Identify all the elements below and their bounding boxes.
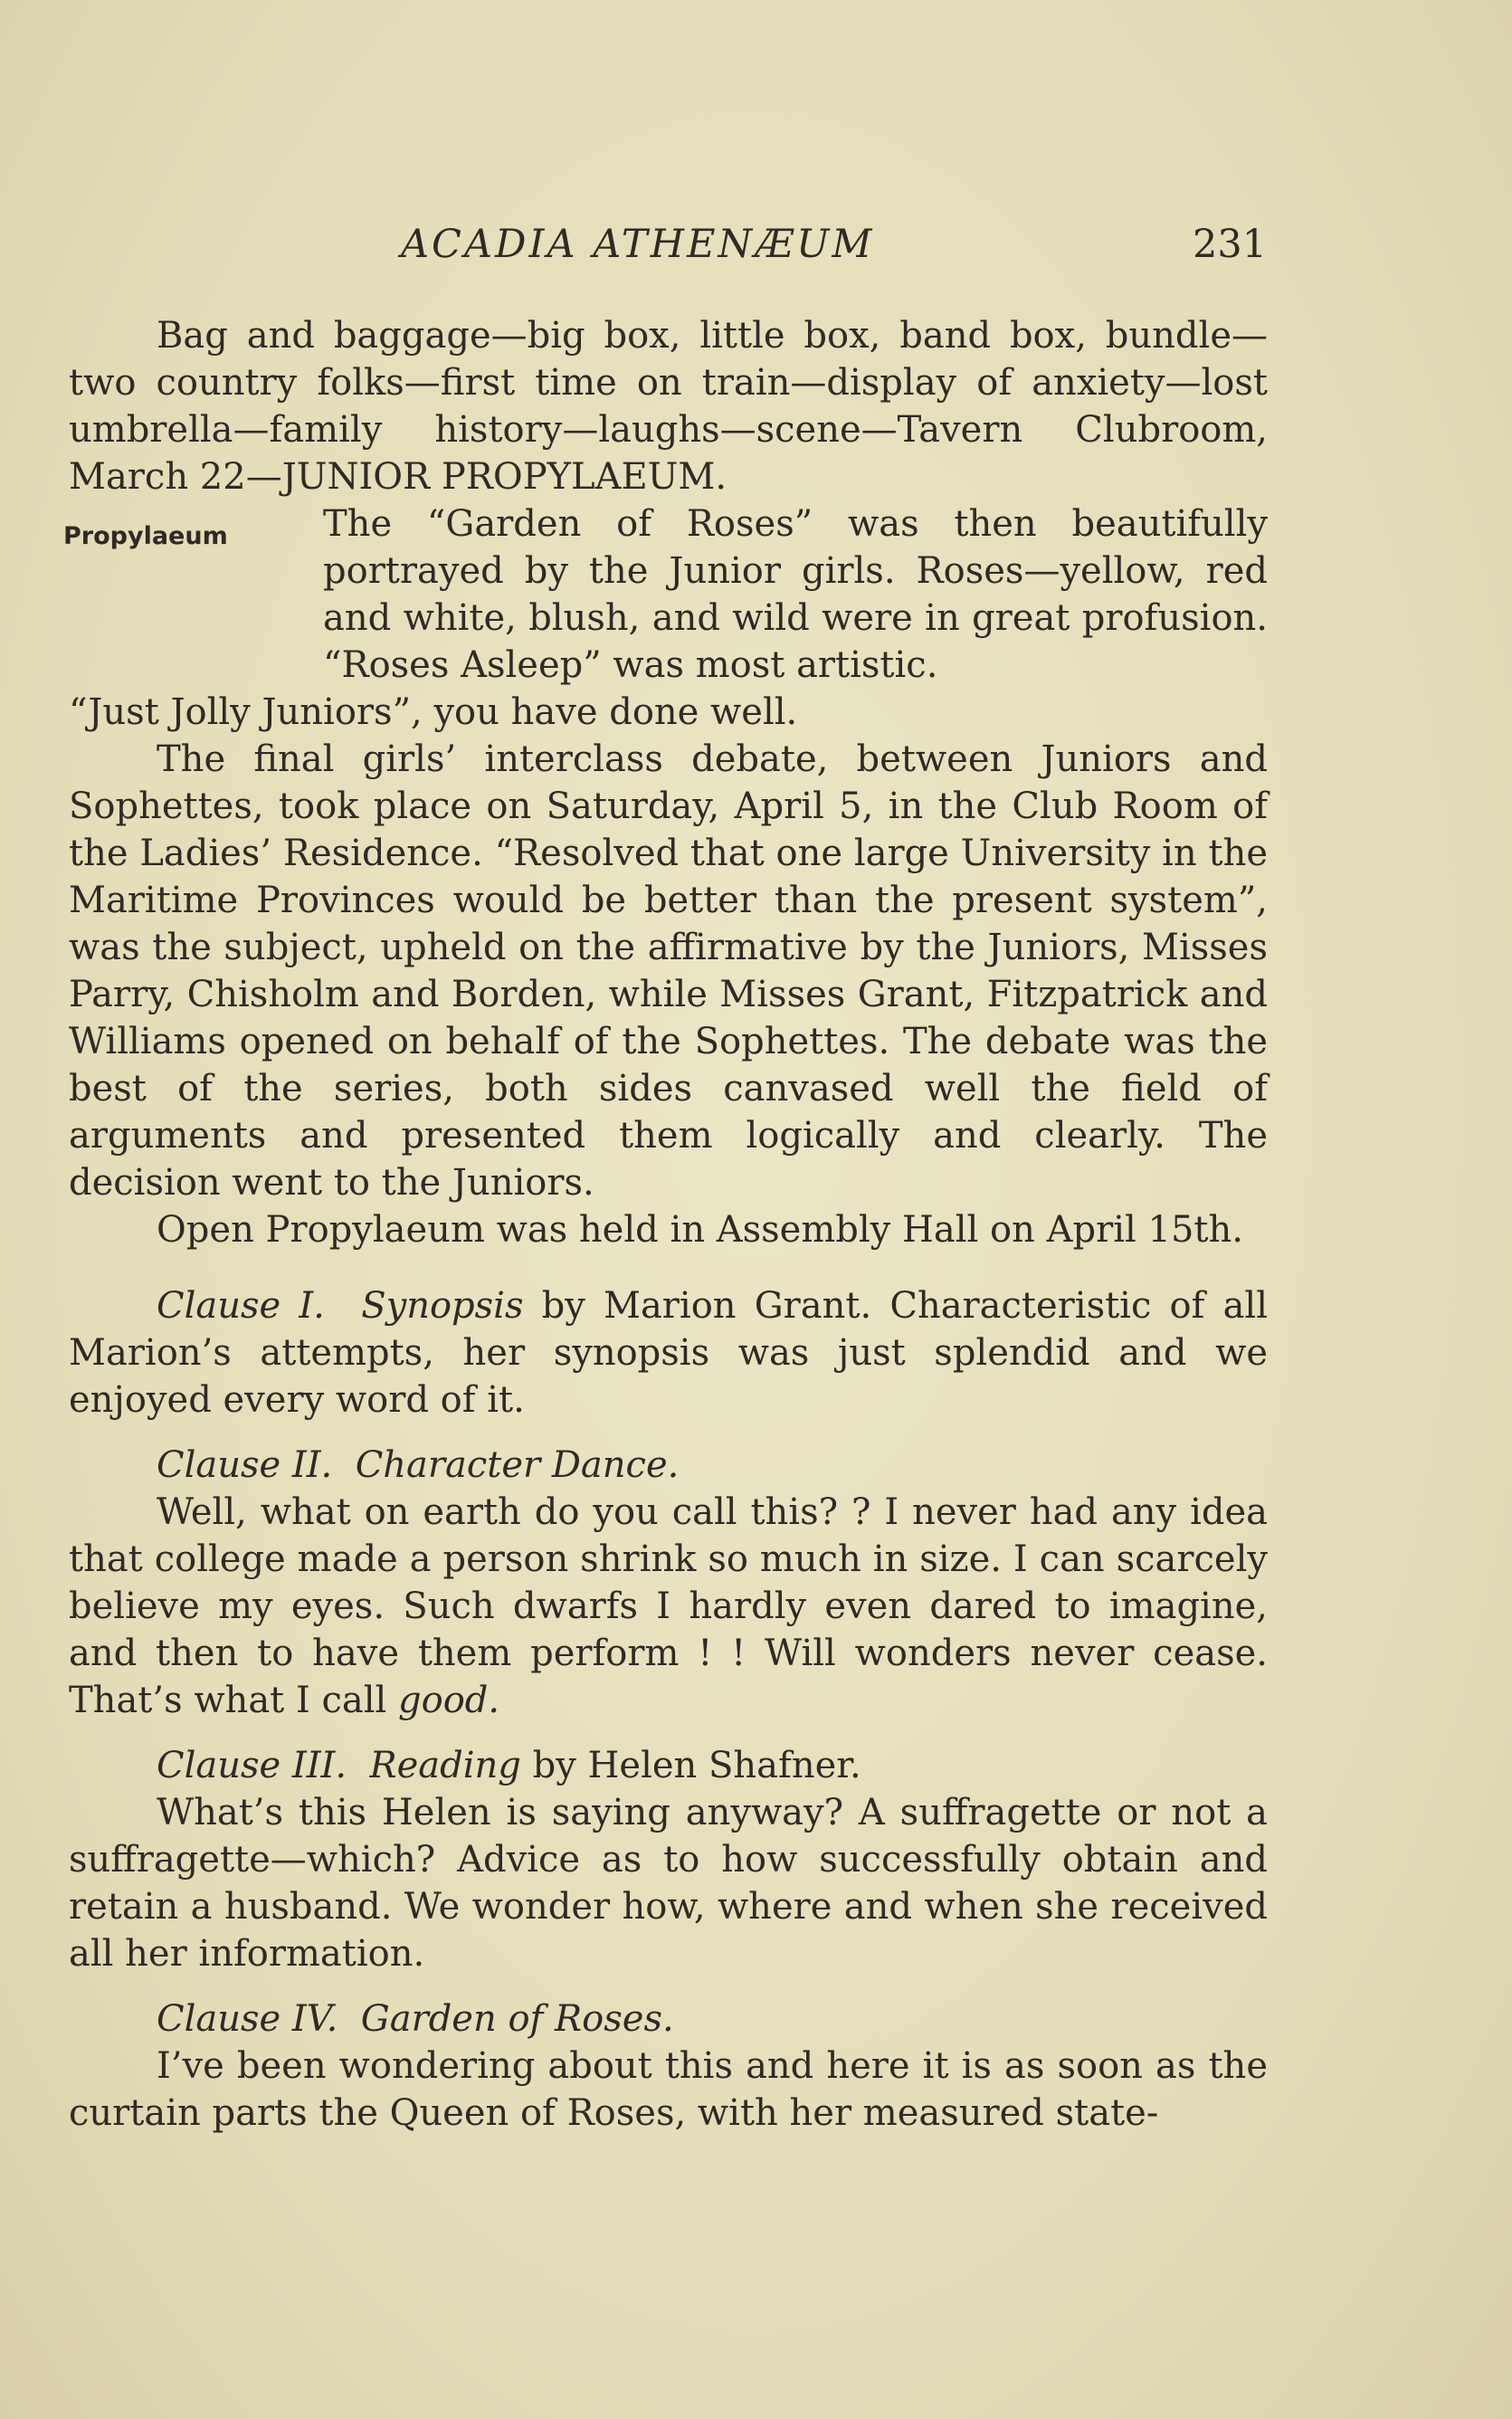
clause-3-body: What’s this Helen is saying anyway? A suffragette or not a suffragette—which? Advice as to how successfully obtain and retain a husband. We wonder how, where and when she received all her information. bbox=[69, 1792, 1268, 1975]
clause-2-body bbox=[69, 1489, 1268, 1724]
clause-1-title: Synopsis bbox=[361, 1285, 524, 1327]
clause-4-body: I’ve been wondering about this and here it is as soon as the curtain parts the Queen of Roses, with her measured state- bbox=[69, 2045, 1268, 2134]
paragraph-arrival: Bag and baggage—big box, little box, band box, bundle—two country folks—first time on train—display of anxiety—lost umbrella—family history—laughs—scene—Tavern Clubroom, March 22—JUNIOR PROPYLAEUM. bbox=[69, 315, 1268, 498]
clause-1-label: Clause I. bbox=[157, 1285, 325, 1327]
clause-1 bbox=[69, 1282, 1268, 1424]
clause-3-byline: by Helen Shafner. bbox=[520, 1745, 861, 1786]
clause-2-emphasis: good. bbox=[398, 1680, 500, 1721]
clause-1-text: by Marion Grant. Characteristic of all Marion’s attempts, her synopsis was just splendid and we enjoyed every word of it. bbox=[69, 1285, 1268, 1421]
page-number: 231 bbox=[1193, 222, 1268, 267]
propylaeum-section bbox=[63, 500, 1268, 689]
paragraph-jolly-juniors: “Just Jolly Juniors”, you have done well. bbox=[69, 691, 798, 733]
clause-3-heading bbox=[69, 1742, 1268, 1789]
clause-2-heading bbox=[69, 1442, 1268, 1489]
clause-4-heading bbox=[69, 1995, 1268, 2043]
paragraph-open-propylaeum: Open Propylaeum was held in Assembly Hall on April 15th. bbox=[157, 1209, 1243, 1251]
running-title: ACADIA ATHENÆUM bbox=[401, 222, 875, 267]
clause-2-label: Clause II. bbox=[157, 1444, 333, 1486]
clause-3-title: Reading bbox=[369, 1745, 521, 1786]
clause-3-label: Clause III. bbox=[157, 1745, 347, 1786]
side-heading: Propylaeum bbox=[63, 522, 228, 550]
clause-2-title: Character Dance. bbox=[355, 1444, 680, 1486]
clause-4-title: Garden of Roses. bbox=[360, 1998, 674, 2040]
paragraph-garden-of-roses: The “Garden of Roses” was then beautifully portrayed by the Junior girls. Roses—yellow, red and white, blush, and wild were in great profusion. “Roses Asleep” was most artistic. bbox=[323, 503, 1268, 686]
body-text bbox=[63, 312, 1268, 2137]
paragraph-debate: The final girls’ interclass debate, between Juniors and Sophettes, took place on Saturday, April 5, in the Club Room of the Ladies’ Residence. “Resolved that one large University in the Maritime Provinces would be better than the present system”, was the subject, upheld on the affirmative by the Juniors, Misses Parry, Chisholm and Borden, while Misses Grant, Fitzpatrick and Williams opened on behalf of the Sophettes. The debate was the best of the series, both sides canvased well the field of arguments and presented them logically and clearly. The decision went to the Juniors. bbox=[69, 738, 1268, 1204]
clause-2-text: Well, what on earth do you call this? ? I never had any idea that college made a person shrink so much in size. I can scarcely believe my eyes. Such dwarfs I hardly even dared to imagine, and then to have them perform ! ! Will wonders never cease. That’s what I call bbox=[69, 1491, 1268, 1721]
clause-4-label: Clause IV. bbox=[157, 1998, 338, 2040]
page-header bbox=[0, 222, 1512, 276]
